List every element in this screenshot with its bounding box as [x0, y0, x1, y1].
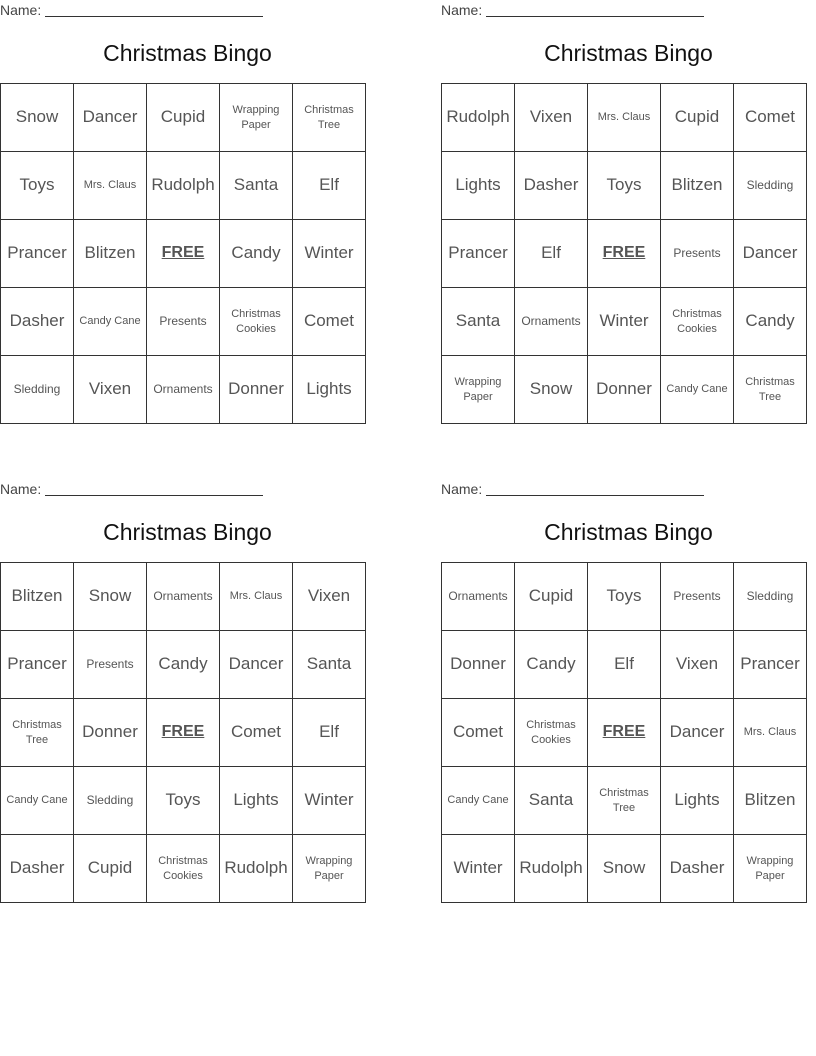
bingo-grid — [441, 83, 807, 424]
free-space: FREE — [147, 699, 220, 767]
name-label: Name: — [441, 2, 483, 18]
bingo-row — [442, 84, 807, 152]
bingo-cell: Ornaments — [442, 563, 515, 631]
bingo-cell: Santa — [442, 288, 515, 356]
bingo-cell: Vixen — [661, 631, 734, 699]
bingo-cell: Mrs. Claus — [588, 84, 661, 152]
card-title: Christmas Bingo — [103, 519, 272, 545]
bingo-cell: Candy Cane — [661, 356, 734, 424]
bingo-cell: Dasher — [661, 835, 734, 903]
bingo-cell: Wrapping Paper — [220, 84, 293, 152]
bingo-cell: Vixen — [74, 356, 147, 424]
bingo-cell: Lights — [220, 767, 293, 835]
bingo-grid — [0, 83, 366, 424]
bingo-cell: Mrs. Claus — [74, 152, 147, 220]
name-underline — [486, 494, 704, 496]
bingo-cell: Presents — [147, 288, 220, 356]
bingo-cell: Prancer — [1, 631, 74, 699]
bingo-row — [1, 288, 366, 356]
bingo-cell: Blitzen — [1, 563, 74, 631]
name-underline — [486, 15, 704, 17]
bingo-cell: Lights — [442, 152, 515, 220]
bingo-row — [1, 356, 366, 424]
bingo-cell: Donner — [442, 631, 515, 699]
bingo-cell: Candy — [734, 288, 807, 356]
bingo-row — [442, 220, 807, 288]
bingo-cell: Elf — [588, 631, 661, 699]
bingo-cell: Candy — [147, 631, 220, 699]
bingo-cell: Toys — [1, 152, 74, 220]
bingo-cell: Blitzen — [661, 152, 734, 220]
name-field — [0, 481, 263, 497]
name-field — [441, 2, 704, 18]
bingo-cell: Rudolph — [147, 152, 220, 220]
bingo-grid — [0, 562, 366, 903]
bingo-cell: Toys — [588, 152, 661, 220]
name-field — [0, 2, 263, 18]
bingo-row — [1, 563, 366, 631]
free-space: FREE — [588, 699, 661, 767]
bingo-cell: Winter — [588, 288, 661, 356]
bingo-cell: Cupid — [661, 84, 734, 152]
bingo-row — [442, 767, 807, 835]
card-title: Christmas Bingo — [544, 40, 713, 66]
bingo-cell: Snow — [588, 835, 661, 903]
bingo-row — [1, 631, 366, 699]
bingo-cell: Rudolph — [515, 835, 588, 903]
bingo-cell: Christmas Cookies — [220, 288, 293, 356]
bingo-cell: Christmas Tree — [1, 699, 74, 767]
bingo-cell: Ornaments — [147, 563, 220, 631]
bingo-cell: Christmas Tree — [293, 84, 366, 152]
bingo-cell: Ornaments — [515, 288, 588, 356]
bingo-cell: Candy Cane — [1, 767, 74, 835]
free-space: FREE — [147, 220, 220, 288]
bingo-cell: Prancer — [442, 220, 515, 288]
bingo-cell: Lights — [293, 356, 366, 424]
bingo-cell: Comet — [220, 699, 293, 767]
bingo-cell: Donner — [588, 356, 661, 424]
bingo-cell: Elf — [293, 152, 366, 220]
bingo-cell: Christmas Cookies — [515, 699, 588, 767]
bingo-cell: Ornaments — [147, 356, 220, 424]
bingo-cell: Vixen — [515, 84, 588, 152]
bingo-cell: Santa — [220, 152, 293, 220]
bingo-cell: Prancer — [1, 220, 74, 288]
bingo-cell: Dancer — [220, 631, 293, 699]
card-title: Christmas Bingo — [103, 40, 272, 66]
bingo-row — [1, 220, 366, 288]
bingo-row — [1, 835, 366, 903]
bingo-cell: Winter — [293, 220, 366, 288]
bingo-cell: Sledding — [74, 767, 147, 835]
bingo-row — [442, 631, 807, 699]
bingo-cell: Candy — [515, 631, 588, 699]
bingo-cell: Snow — [1, 84, 74, 152]
bingo-cell: Rudolph — [220, 835, 293, 903]
bingo-cell: Prancer — [734, 631, 807, 699]
bingo-row — [442, 835, 807, 903]
bingo-row — [1, 152, 366, 220]
bingo-cell: Sledding — [1, 356, 74, 424]
bingo-cell: Candy Cane — [74, 288, 147, 356]
bingo-cell: Toys — [588, 563, 661, 631]
bingo-row — [442, 699, 807, 767]
bingo-cell: Winter — [293, 767, 366, 835]
bingo-cell: Elf — [293, 699, 366, 767]
bingo-row — [442, 288, 807, 356]
bingo-cell: Christmas Cookies — [661, 288, 734, 356]
bingo-cell: Mrs. Claus — [734, 699, 807, 767]
bingo-row — [442, 563, 807, 631]
bingo-row — [1, 699, 366, 767]
bingo-cell: Dasher — [515, 152, 588, 220]
bingo-cell: Blitzen — [734, 767, 807, 835]
bingo-cell: Comet — [442, 699, 515, 767]
bingo-cell: Presents — [661, 563, 734, 631]
bingo-cell: Candy — [220, 220, 293, 288]
bingo-grid — [441, 562, 807, 903]
bingo-cell: Santa — [293, 631, 366, 699]
bingo-cell: Dasher — [1, 288, 74, 356]
bingo-cell: Santa — [515, 767, 588, 835]
name-label: Name: — [0, 2, 42, 18]
bingo-cell: Elf — [515, 220, 588, 288]
bingo-cell: Christmas Tree — [734, 356, 807, 424]
name-label: Name: — [0, 481, 42, 497]
free-space: FREE — [588, 220, 661, 288]
bingo-cell: Cupid — [147, 84, 220, 152]
name-underline — [45, 15, 263, 17]
name-field — [441, 481, 704, 497]
bingo-cell: Christmas Tree — [588, 767, 661, 835]
bingo-cell: Lights — [661, 767, 734, 835]
bingo-cell: Presents — [74, 631, 147, 699]
bingo-cell: Cupid — [74, 835, 147, 903]
bingo-row — [1, 84, 366, 152]
bingo-cell: Dasher — [1, 835, 74, 903]
bingo-cell: Rudolph — [442, 84, 515, 152]
bingo-cell: Snow — [515, 356, 588, 424]
bingo-cell: Candy Cane — [442, 767, 515, 835]
bingo-cell: Presents — [661, 220, 734, 288]
bingo-cell: Comet — [293, 288, 366, 356]
bingo-cell: Blitzen — [74, 220, 147, 288]
bingo-cell: Sledding — [734, 152, 807, 220]
bingo-cell: Dancer — [74, 84, 147, 152]
bingo-cell: Dancer — [661, 699, 734, 767]
bingo-cell: Cupid — [515, 563, 588, 631]
bingo-cell: Wrapping Paper — [734, 835, 807, 903]
bingo-cell: Winter — [442, 835, 515, 903]
bingo-cell: Donner — [220, 356, 293, 424]
bingo-cell: Vixen — [293, 563, 366, 631]
bingo-cell: Christmas Cookies — [147, 835, 220, 903]
bingo-cell: Snow — [74, 563, 147, 631]
bingo-row — [1, 767, 366, 835]
bingo-cell: Wrapping Paper — [442, 356, 515, 424]
bingo-cell: Mrs. Claus — [220, 563, 293, 631]
card-title: Christmas Bingo — [544, 519, 713, 545]
bingo-cell: Toys — [147, 767, 220, 835]
bingo-cell: Sledding — [734, 563, 807, 631]
bingo-cell: Wrapping Paper — [293, 835, 366, 903]
bingo-cell: Dancer — [734, 220, 807, 288]
bingo-row — [442, 356, 807, 424]
bingo-cell: Donner — [74, 699, 147, 767]
name-label: Name: — [441, 481, 483, 497]
name-underline — [45, 494, 263, 496]
bingo-cell: Comet — [734, 84, 807, 152]
bingo-row — [442, 152, 807, 220]
